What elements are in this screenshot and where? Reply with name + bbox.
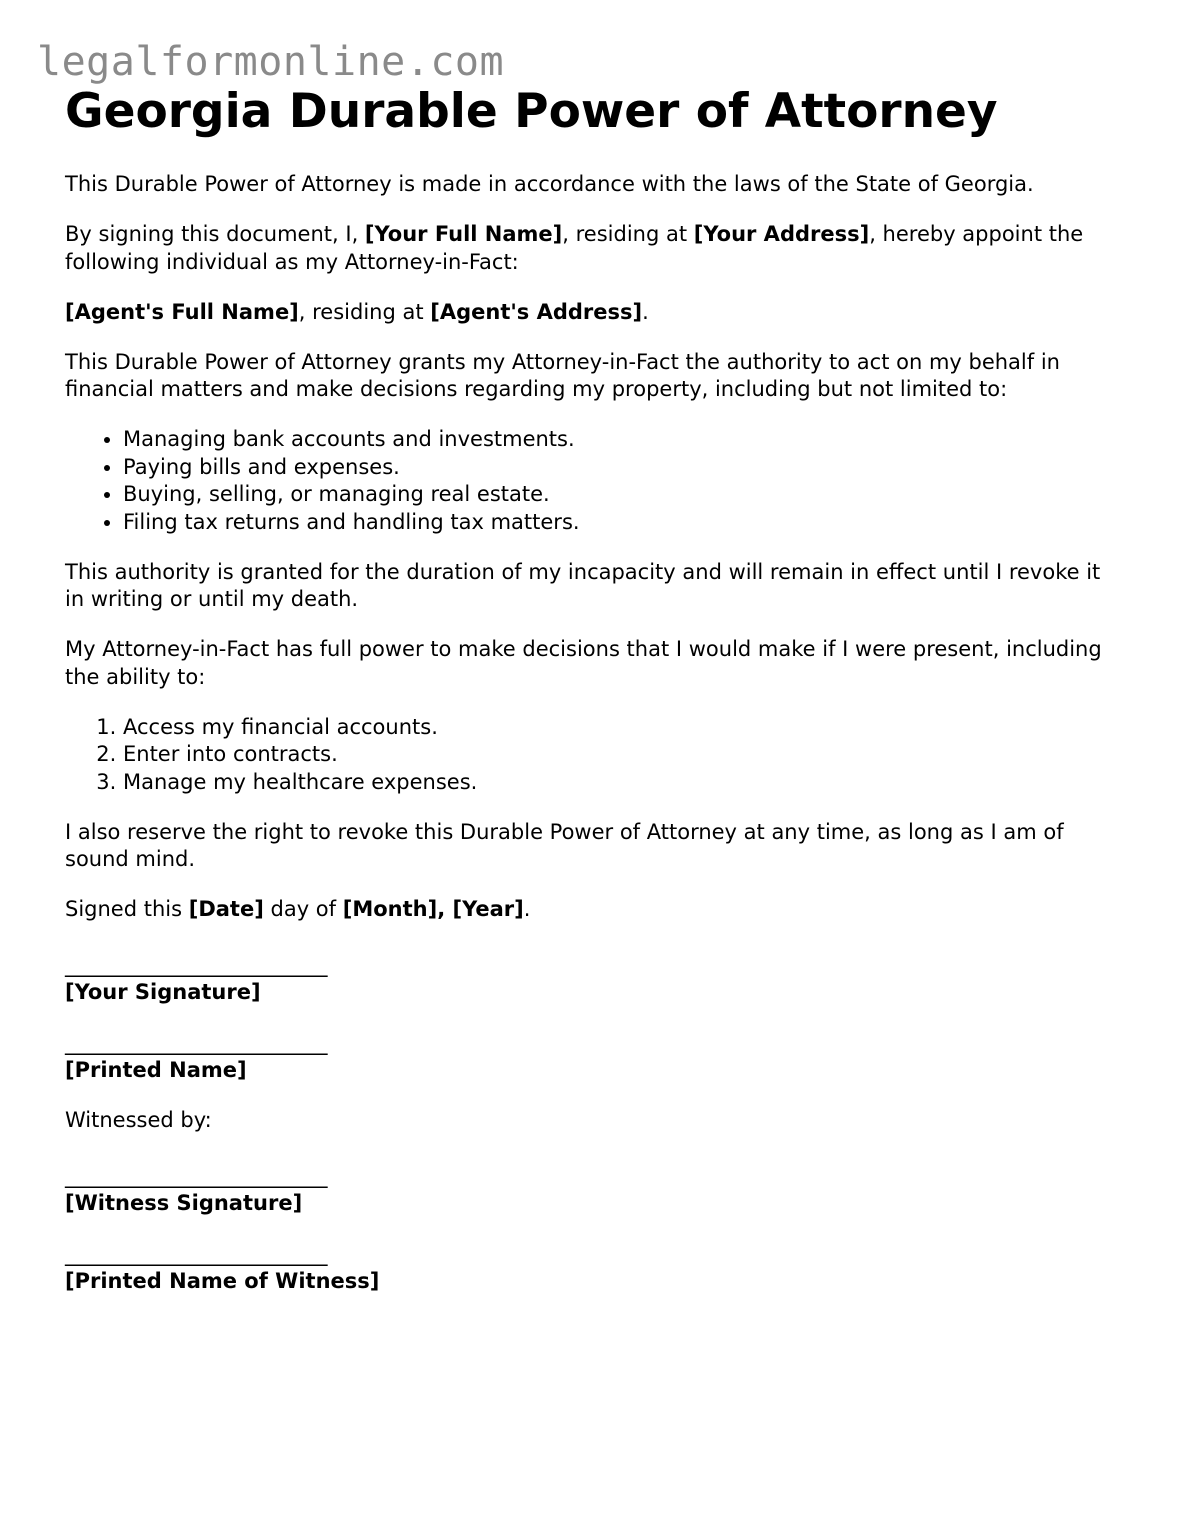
agent-text-1: , residing at xyxy=(298,299,431,324)
list-item: • Paying bills and expenses. xyxy=(123,454,1115,482)
list-item: 2. Enter into contracts. xyxy=(123,741,1115,769)
witness-signature-block xyxy=(65,1163,1115,1218)
grant-list xyxy=(65,426,1115,536)
witness-printed-name-block xyxy=(65,1241,1115,1296)
list-item: • Filing tax returns and handling tax matters. xyxy=(123,509,1115,537)
document-body xyxy=(65,84,1115,1296)
signed-paragraph xyxy=(65,896,1115,924)
appoint-text-2: , residing at xyxy=(562,222,694,246)
signed-text-2: day of xyxy=(263,897,343,921)
witness-signature-label: [Witness Signature] xyxy=(65,1191,303,1215)
witnessed-by-text: Witnessed by: xyxy=(65,1108,212,1132)
intro-paragraph: This Durable Power of Attorney is made in accordance with the laws of the State of Georgia. xyxy=(65,172,1034,196)
agent-paragraph xyxy=(65,299,1115,327)
principal-address-placeholder: [Your Address] xyxy=(693,222,870,246)
document-title: Georgia Durable Power of Attorney xyxy=(65,84,998,139)
appoint-text-1: By signing this document, I, xyxy=(65,222,365,246)
agent-address-placeholder: [Agent's Address] xyxy=(430,299,643,324)
agent-name-placeholder: [Agent's Full Name] xyxy=(65,299,299,324)
agent-text-2: . xyxy=(642,299,649,324)
printed-name-label: [Printed Name] xyxy=(65,1058,247,1082)
full-power-paragraph: My Attorney-in-Fact has full power to make decisions that I would make if I were present, including the ability to: xyxy=(65,637,1102,689)
reserve-paragraph: I also reserve the right to revoke this Durable Power of Attorney at any time, as long as I am of sound mind. xyxy=(65,819,1064,871)
your-signature-label: [Your Signature] xyxy=(65,980,261,1004)
watermark: legalformonline.com xyxy=(37,39,505,85)
signed-text-1: Signed this xyxy=(65,897,189,921)
ability-list xyxy=(65,714,1115,797)
date-placeholder: [Date] xyxy=(188,897,264,921)
principal-name-placeholder: [Your Full Name] xyxy=(364,222,563,246)
list-item: • Buying, selling, or managing real estate. xyxy=(123,481,1115,509)
appoint-text-3: , hereby appoint the following individual as my Attorney-in-Fact: xyxy=(65,222,1084,274)
printed-name-block xyxy=(65,1030,1115,1085)
grants-paragraph: This Durable Power of Attorney grants my Attorney-in-Fact the authority to act on my behalf in financial matters and make decisions regarding my property, including but not limited to: xyxy=(65,349,1060,401)
witness-printed-name-label: [Printed Name of Witness] xyxy=(65,1269,380,1293)
list-item: • Managing bank accounts and investments. xyxy=(123,426,1115,454)
signature-line: _________________________ xyxy=(65,1030,328,1055)
list-item: 1. Access my financial accounts. xyxy=(123,714,1115,742)
signature-line: _________________________ xyxy=(65,952,328,977)
signed-text-3: . xyxy=(523,897,531,921)
your-signature-block xyxy=(65,952,1115,1007)
signature-line: _________________________ xyxy=(65,1241,328,1266)
list-item: 3. Manage my healthcare expenses. xyxy=(123,769,1115,797)
duration-paragraph: This authority is granted for the duration of my incapacity and will remain in effect until I revoke it in writing or until my death. xyxy=(65,559,1101,611)
month-year-placeholder: [Month], [Year] xyxy=(342,897,524,921)
appointment-paragraph xyxy=(65,221,1115,276)
signature-line: _________________________ xyxy=(65,1163,328,1188)
